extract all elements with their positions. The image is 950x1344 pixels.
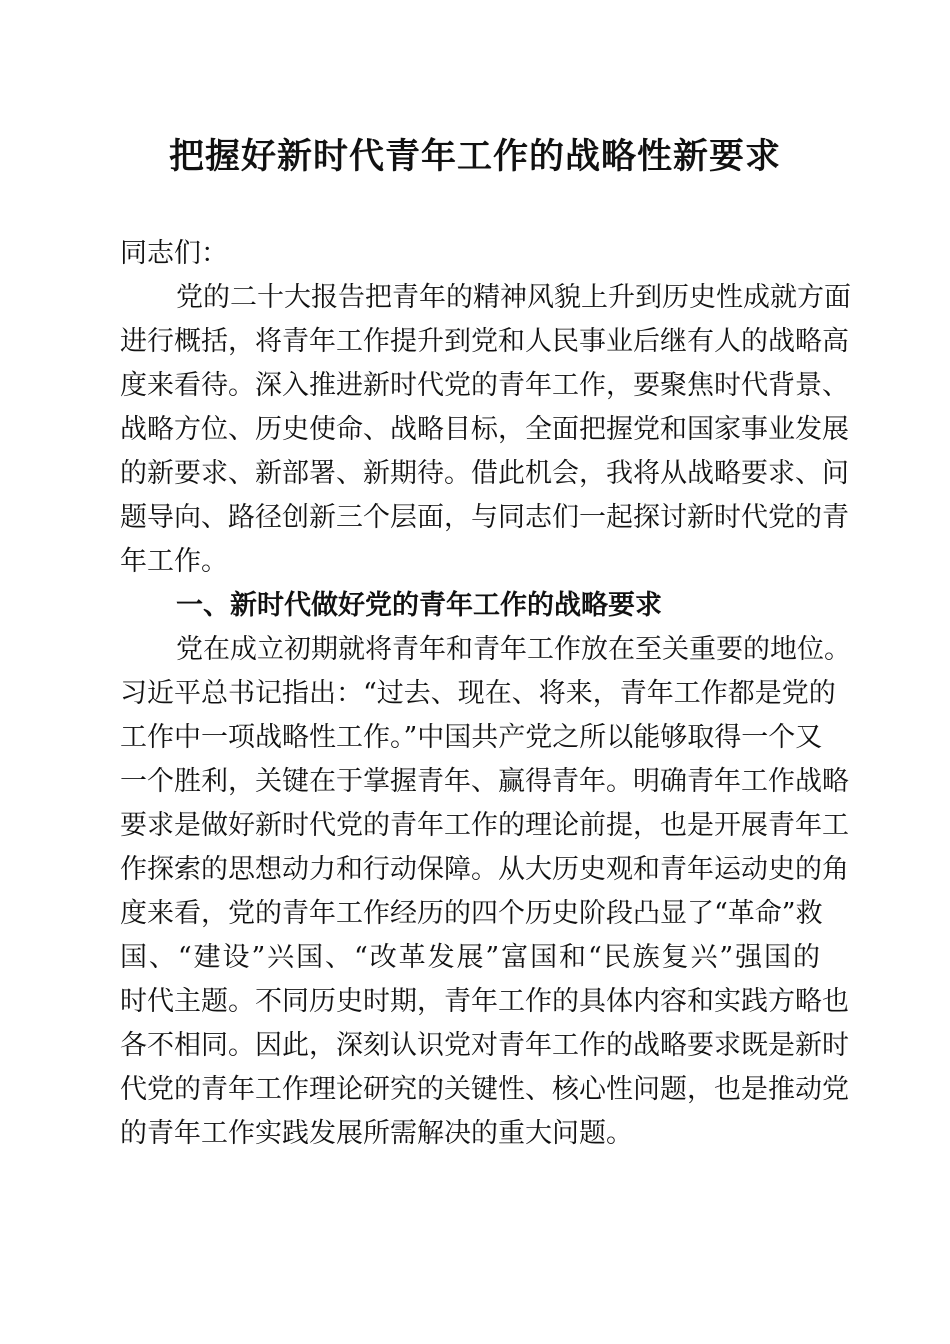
document-title: 把握好新时代青年工作的战略性新要求 [168,136,781,177]
paragraph-line: 一个胜利，关键在于掌握青年、赢得青年。明确青年工作战略 [120,766,849,797]
paragraph-line: 度来看，党的青年工作经历的四个历史阶段凸显了“革命”救 [120,898,823,929]
paragraph-line: 进行概括，将青年工作提升到党和人民事业后继有人的战略高 [120,326,849,357]
paragraph-line: 年工作。 [120,546,228,577]
paragraph-line: 各不相同。因此，深刻认识党对青年工作的战略要求既是新时 [120,1030,849,1061]
document-body [120,276,851,1156]
paragraph [120,628,851,1156]
paragraph-line: 战略方位、历史使命、战略目标，全面把握党和国家事业发展 [120,414,849,445]
paragraph-line: 作探索的思想动力和行动保障。从大历史观和青年运动史的角 [120,854,849,885]
paragraph-line: 时代主题。不同历史时期，青年工作的具体内容和实践方略也 [120,986,849,1017]
paragraph-line: 题导向、路径创新三个层面，与同志们一起探讨新时代党的青 [120,502,849,533]
paragraph-line: 习近平总书记指出：“过去、现在、将来，青年工作都是党的 [120,678,836,709]
paragraph-line: 党在成立初期就将青年和青年工作放在至关重要的地位。 [176,634,851,665]
paragraph-line: 工作中一项战略性工作。”中国共产党之所以能够取得一个又 [120,722,823,753]
paragraph-line: 代党的青年工作理论研究的关键性、核心性问题，也是推动党 [120,1074,849,1105]
paragraph [120,276,851,584]
paragraph-line: 的新要求、新部署、新期待。借此机会，我将从战略要求、问 [120,458,849,489]
greeting: 同志们： [120,238,228,269]
paragraph-line: 国、“建设”兴国、“改革发展”富国和“民族复兴”强国的 [120,942,820,973]
paragraph-line: 的青年工作实践发展所需解决的重大问题。 [120,1118,633,1149]
section-heading [120,584,820,628]
heading-text: 一、新时代做好党的青年工作的战略要求 [176,590,662,621]
paragraph-line: 度来看待。深入推进新时代党的青年工作，要聚焦时代背景、 [120,370,849,401]
paragraph-line: 要求是做好新时代党的青年工作的理论前提，也是开展青年工 [120,810,849,841]
paragraph-line: 党的二十大报告把青年的精神风貌上升到历史性成就方面 [176,282,851,313]
